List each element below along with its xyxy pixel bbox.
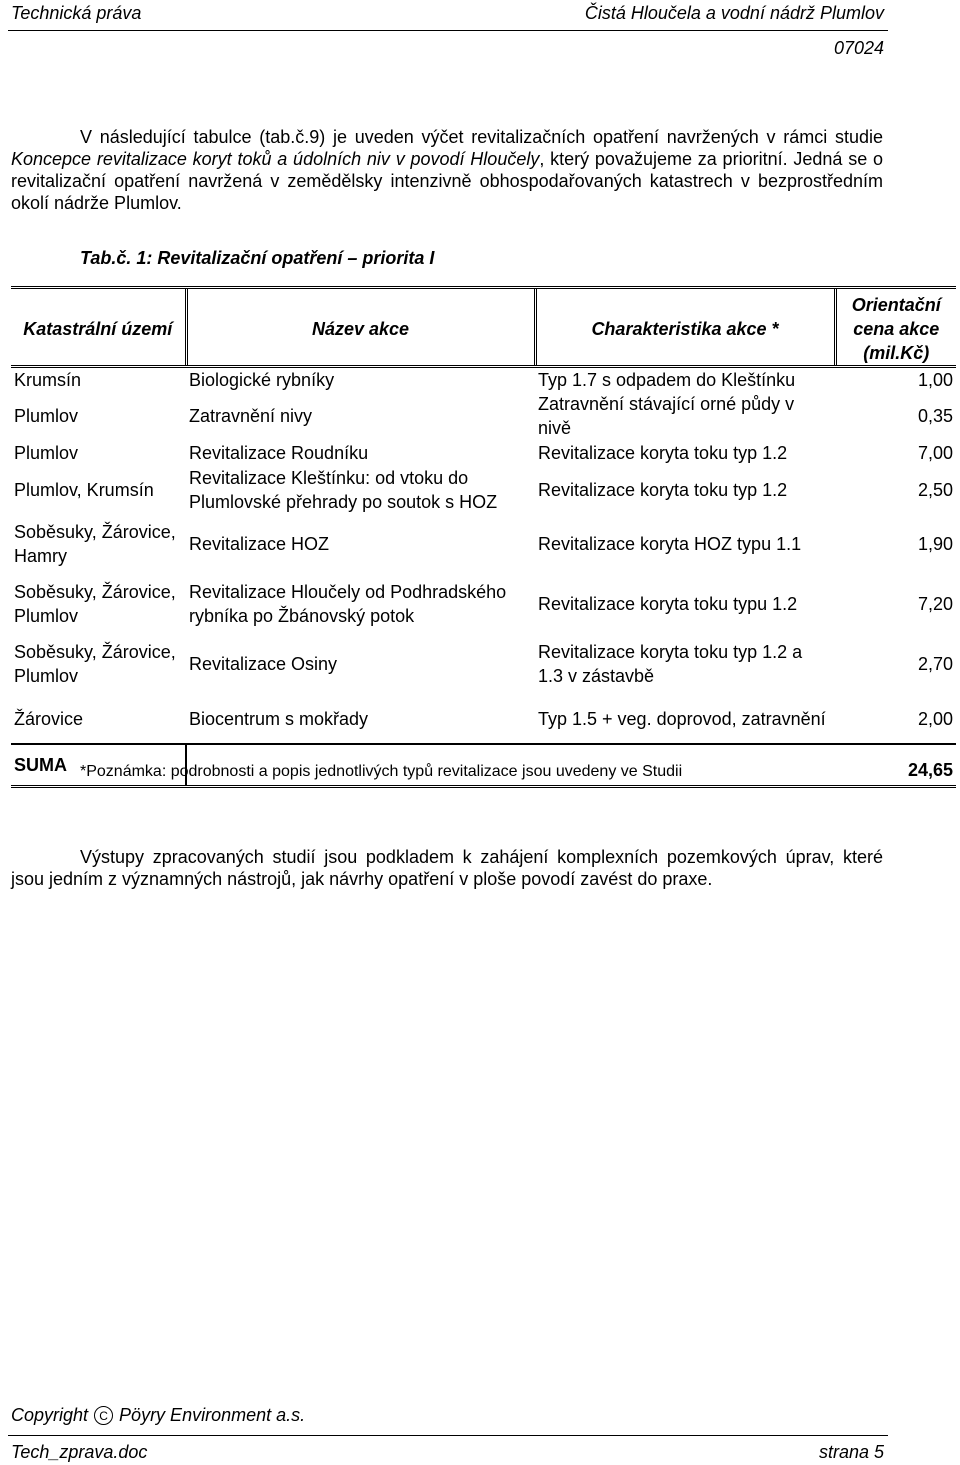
intro-text-2: , který považujeme za prioritní. Jedná se o revitalizační opatření navržená v zemědělsky intenzivně obhospodařovaných katastrech v bezprostředním okolí nádrže Plumlov. — [11, 149, 884, 213]
cell-description: Revitalizace koryta toku typu 1.2 — [538, 594, 798, 614]
table-row — [11, 634, 956, 694]
cell-price: 7,20 — [917, 594, 953, 614]
cell-name: Zatravnění nivy — [189, 406, 313, 426]
outro-paragraph — [11, 846, 883, 890]
cell-description: Revitalizace koryta toku typ 1.2 — [538, 443, 788, 463]
cell-area: Soběsuky, Žárovice, Hamry — [14, 522, 176, 566]
cell-name: Revitalizace Osiny — [189, 654, 338, 674]
intro-text-1: V následující tabulce (tab.č.9) je uveden výčet revitalizačních opatření navržených v rámci studie — [80, 127, 883, 147]
intro-study-title: Koncepce revitalizace koryt toků a údolních niv v povodí Hloučely — [11, 149, 540, 169]
cell-area: Krumsín — [14, 370, 82, 390]
footer-filename: Tech_zprava.doc — [11, 1442, 148, 1462]
cell-area: Soběsuky, Žárovice, Plumlov — [14, 582, 176, 626]
cell-description: Revitalizace koryta toku typ 1.2 — [538, 480, 788, 500]
cell-price: 2,50 — [917, 480, 953, 500]
table-row — [11, 440, 956, 466]
cell-description: Revitalizace koryta toku typ 1.2 a 1.3 v zástavbě — [538, 642, 803, 686]
table-row — [11, 694, 956, 744]
table-note: *Poznámka: podrobnosti a popis jednotlivých typů revitalizace jsou uvedeny ve Studii — [80, 763, 683, 780]
cell-price: 1,00 — [917, 370, 953, 390]
document-number: 07024 — [833, 38, 884, 58]
cell-description: Zatravnění stávající orné půdy v nivě — [538, 394, 795, 438]
cell-area: Soběsuky, Žárovice, Plumlov — [14, 642, 176, 686]
footer-divider — [8, 1435, 888, 1436]
table-row — [11, 466, 956, 514]
cell-description: Typ 1.7 s odpadem do Kleštínku — [538, 370, 796, 390]
column-header-area: Katastrální území — [11, 288, 186, 367]
outro-text: Výstupy zpracovaných studií jsou podkladem k zahájení komplexních pozemkových úprav, které jsou jedním z významných nástrojů, jak návrhy opatření v ploše povodí zavést do praxe. — [11, 847, 883, 889]
sum-value: 24,65 — [186, 744, 956, 787]
copyright-holder: Pöyry Environment a.s. — [119, 1405, 306, 1425]
measures-table — [11, 286, 956, 788]
footer-copyright — [11, 1405, 305, 1426]
cell-area: Žárovice — [14, 708, 84, 729]
intro-paragraph — [11, 126, 883, 214]
table-row — [11, 514, 956, 574]
table-row — [11, 392, 956, 440]
column-header-price: Orientační cena akce (mil.Kč) — [835, 288, 956, 367]
cell-name: Biocentrum s mokřady — [189, 708, 369, 729]
cell-name: Biologické rybníky — [189, 370, 335, 390]
cell-area: Plumlov — [14, 406, 79, 426]
copyright-label: Copyright — [11, 1405, 89, 1425]
copyright-icon: C — [94, 1406, 113, 1425]
cell-description: Typ 1.5 + veg. doprovod, zatravnění — [538, 708, 826, 729]
cell-name: Revitalizace Roudníku — [189, 443, 369, 463]
table-caption: Tab.č. 1: Revitalizační opatření – priorita I — [80, 248, 435, 268]
column-header-description: Charakteristika akce * — [535, 288, 835, 367]
table-row — [11, 574, 956, 634]
cell-price: 1,90 — [917, 534, 953, 554]
cell-price: 0,35 — [917, 406, 953, 426]
column-header-name: Název akce — [186, 288, 535, 367]
cell-name: Revitalizace Hloučely od Podhradského rybníka po Žbánovský potok — [189, 582, 507, 626]
table-header-row — [11, 288, 956, 367]
header-divider — [8, 30, 888, 31]
cell-area: Plumlov — [14, 443, 79, 463]
cell-description: Revitalizace koryta HOZ typu 1.1 — [538, 534, 802, 554]
sum-label: SUMA — [11, 744, 186, 787]
table-row — [11, 367, 956, 393]
cell-name: Revitalizace HOZ — [189, 534, 330, 554]
cell-area: Plumlov, Krumsín — [14, 480, 154, 500]
header-right-title: Čistá Hloučela a vodní nádrž Plumlov — [584, 3, 884, 23]
header-left-title: Technická práva — [11, 3, 142, 23]
footer-page-number: strana 5 — [818, 1442, 884, 1462]
cell-price: 2,00 — [917, 708, 953, 729]
cell-price: 2,70 — [917, 654, 953, 674]
cell-name: Revitalizace Kleštínku: od vtoku do Plumlovské přehrady po soutok s HOZ — [189, 468, 498, 512]
cell-price: 7,00 — [917, 443, 953, 463]
